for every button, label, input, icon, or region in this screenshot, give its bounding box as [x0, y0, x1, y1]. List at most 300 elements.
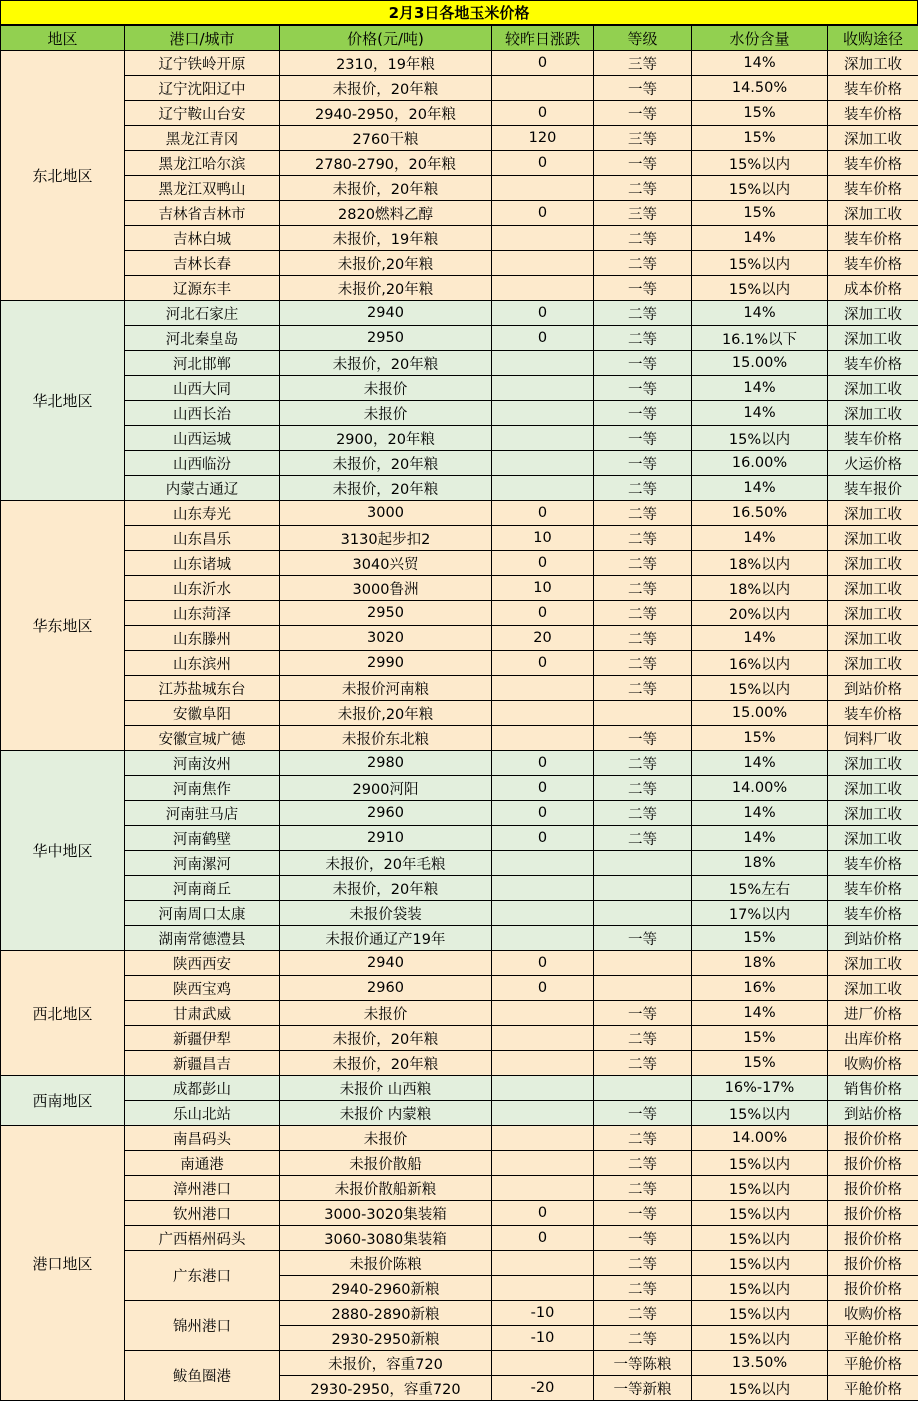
price-cell: 2820燃料乙醇	[280, 201, 492, 226]
grade-cell	[594, 901, 692, 926]
grade-cell: 三等	[594, 126, 692, 151]
table-row	[1, 1176, 918, 1201]
channel-cell: 报价价格	[828, 1276, 918, 1301]
grade-cell: 一等陈粮	[594, 1351, 692, 1376]
table-row	[1, 201, 918, 226]
change-cell	[492, 726, 594, 751]
moisture-cell: 15%以内	[692, 426, 828, 451]
grade-cell: 一等	[594, 726, 692, 751]
price-cell: 未报价，20年粮	[280, 451, 492, 476]
grade-cell: 二等	[594, 751, 692, 776]
moisture-cell: 14%	[692, 301, 828, 326]
header-region: 地区	[1, 26, 125, 51]
moisture-cell: 18%以内	[692, 551, 828, 576]
table-row	[1, 1201, 918, 1226]
channel-cell: 装车价格	[828, 226, 918, 251]
channel-cell: 装车价格	[828, 351, 918, 376]
channel-cell: 到站价格	[828, 676, 918, 701]
table-row	[1, 1026, 918, 1051]
city-cell: 内蒙古通辽	[125, 476, 280, 501]
grade-cell	[594, 951, 692, 976]
table-row	[1, 826, 918, 851]
moisture-cell: 14%	[692, 226, 828, 251]
price-cell: 未报价	[280, 401, 492, 426]
change-cell	[492, 1001, 594, 1026]
grade-cell: 二等	[594, 1301, 692, 1326]
table-row	[1, 401, 918, 426]
moisture-cell: 15%	[692, 126, 828, 151]
price-cell: 未报价，20年粮	[280, 351, 492, 376]
change-cell: 0	[492, 151, 594, 176]
table-row	[1, 526, 918, 551]
moisture-cell: 16%-17%	[692, 1076, 828, 1101]
city-cell: 山东诸城	[125, 551, 280, 576]
moisture-cell: 15%以内	[692, 251, 828, 276]
city-cell: 山东滨州	[125, 651, 280, 676]
table-row	[1, 426, 918, 451]
table-row	[1, 551, 918, 576]
moisture-cell: 15%以内	[692, 1376, 828, 1401]
price-cell: 未报价	[280, 1001, 492, 1026]
city-cell: 乐山北站	[125, 1101, 280, 1126]
price-cell: 2940	[280, 951, 492, 976]
moisture-cell: 14%	[692, 376, 828, 401]
moisture-cell: 14%	[692, 801, 828, 826]
moisture-cell: 15%	[692, 726, 828, 751]
moisture-cell: 18%	[692, 851, 828, 876]
change-cell	[492, 1076, 594, 1101]
moisture-cell: 15%左右	[692, 876, 828, 901]
city-cell: 陕西宝鸡	[125, 976, 280, 1001]
channel-cell: 进厂价格	[828, 1001, 918, 1026]
price-cell: 3000-3020集装箱	[280, 1201, 492, 1226]
price-cell: 未报价 山西粮	[280, 1076, 492, 1101]
grade-cell: 二等	[594, 251, 692, 276]
change-cell: 0	[492, 101, 594, 126]
city-cell: 河南汝州	[125, 751, 280, 776]
channel-cell: 收购价格	[828, 1301, 918, 1326]
change-cell: 0	[492, 976, 594, 1001]
grade-cell: 一等	[594, 76, 692, 101]
table-row	[1, 851, 918, 876]
moisture-cell: 14%	[692, 626, 828, 651]
channel-cell: 销售价格	[828, 1076, 918, 1101]
price-cell: 2930-2950新粮	[280, 1326, 492, 1351]
channel-cell: 深加工收	[828, 301, 918, 326]
moisture-cell: 15%以内	[692, 1226, 828, 1251]
table-row	[1, 1301, 918, 1326]
moisture-cell: 16%	[692, 976, 828, 1001]
price-cell: 未报价散船	[280, 1151, 492, 1176]
grade-cell: 一等	[594, 426, 692, 451]
change-cell	[492, 1101, 594, 1126]
moisture-cell: 15%以内	[692, 1276, 828, 1301]
channel-cell: 报价价格	[828, 1201, 918, 1226]
table-row	[1, 876, 918, 901]
city-cell: 山东菏泽	[125, 601, 280, 626]
moisture-cell: 15%以内	[692, 151, 828, 176]
city-cell: 广西梧州码头	[125, 1226, 280, 1251]
channel-cell: 装车价格	[828, 251, 918, 276]
city-cell: 山东寿光	[125, 501, 280, 526]
grade-cell: 一等新粮	[594, 1376, 692, 1401]
price-cell: 未报价东北粮	[280, 726, 492, 751]
moisture-cell: 15%	[692, 101, 828, 126]
moisture-cell: 16.50%	[692, 501, 828, 526]
grade-cell: 一等	[594, 1226, 692, 1251]
city-cell: 新疆昌吉	[125, 1051, 280, 1076]
header-moisture: 水份含量	[692, 26, 828, 51]
grade-cell: 二等	[594, 1151, 692, 1176]
channel-cell: 装车价格	[828, 901, 918, 926]
grade-cell: 一等	[594, 451, 692, 476]
price-cell: 未报价，20年粮	[280, 476, 492, 501]
change-cell: 0	[492, 751, 594, 776]
channel-cell: 装车价格	[828, 426, 918, 451]
moisture-cell: 14%	[692, 526, 828, 551]
table-row	[1, 751, 918, 776]
change-cell	[492, 76, 594, 101]
city-cell: 辽宁铁岭开原	[125, 51, 280, 76]
city-cell: 黑龙江哈尔滨	[125, 151, 280, 176]
change-cell	[492, 1276, 594, 1301]
city-cell: 河南焦作	[125, 776, 280, 801]
price-cell: 未报价，20年粮	[280, 876, 492, 901]
table-row	[1, 51, 918, 76]
price-cell: 3040兴贸	[280, 551, 492, 576]
channel-cell: 装车报价	[828, 476, 918, 501]
header-channel: 收购途径	[828, 26, 918, 51]
channel-cell: 装车价格	[828, 176, 918, 201]
change-cell: 20	[492, 626, 594, 651]
table-row	[1, 1251, 918, 1276]
table-row	[1, 1226, 918, 1251]
grade-cell: 二等	[594, 476, 692, 501]
table-row	[1, 451, 918, 476]
city-cell: 河北石家庄	[125, 301, 280, 326]
price-cell: 2940-2950，20年粮	[280, 101, 492, 126]
change-cell: -10	[492, 1301, 594, 1326]
price-cell: 未报价散船新粮	[280, 1176, 492, 1201]
change-cell: 120	[492, 126, 594, 151]
moisture-cell: 14%	[692, 476, 828, 501]
grade-cell	[594, 701, 692, 726]
price-cell: 2950	[280, 601, 492, 626]
table-row	[1, 976, 918, 1001]
change-cell	[492, 926, 594, 951]
table-row	[1, 276, 918, 301]
table-row	[1, 376, 918, 401]
price-cell: 未报价陈粮	[280, 1251, 492, 1276]
table-row	[1, 151, 918, 176]
moisture-cell: 15%	[692, 926, 828, 951]
table-row	[1, 901, 918, 926]
change-cell: 0	[492, 951, 594, 976]
grade-cell: 一等	[594, 926, 692, 951]
city-cell: 锦州港口	[125, 1301, 280, 1351]
city-cell: 辽宁沈阳辽中	[125, 76, 280, 101]
channel-cell: 出库价格	[828, 1026, 918, 1051]
channel-cell: 深加工收	[828, 601, 918, 626]
table-row	[1, 1101, 918, 1126]
grade-cell: 二等	[594, 601, 692, 626]
price-cell: 2760干粮	[280, 126, 492, 151]
grade-cell: 二等	[594, 1251, 692, 1276]
city-cell: 黑龙江青冈	[125, 126, 280, 151]
moisture-cell: 15%以内	[692, 1201, 828, 1226]
city-cell: 山东昌乐	[125, 526, 280, 551]
channel-cell: 到站价格	[828, 926, 918, 951]
grade-cell: 二等	[594, 551, 692, 576]
table-row	[1, 801, 918, 826]
price-cell: 2310，19年粮	[280, 51, 492, 76]
grade-cell: 二等	[594, 1326, 692, 1351]
moisture-cell: 15%以内	[692, 176, 828, 201]
city-cell: 甘肃武威	[125, 1001, 280, 1026]
channel-cell: 深加工收	[828, 826, 918, 851]
price-cell: 3000	[280, 501, 492, 526]
moisture-cell: 15%以内	[692, 1176, 828, 1201]
channel-cell: 火运价格	[828, 451, 918, 476]
header-grade: 等级	[594, 26, 692, 51]
moisture-cell: 15%以内	[692, 676, 828, 701]
grade-cell: 一等	[594, 101, 692, 126]
table-row	[1, 501, 918, 526]
region-cell: 华北地区	[1, 301, 125, 501]
change-cell: 0	[492, 326, 594, 351]
grade-cell: 二等	[594, 301, 692, 326]
city-cell: 河南驻马店	[125, 801, 280, 826]
change-cell: 10	[492, 526, 594, 551]
table-row	[1, 601, 918, 626]
moisture-cell: 15%	[692, 201, 828, 226]
moisture-cell: 18%	[692, 951, 828, 976]
change-cell: 0	[492, 601, 594, 626]
change-cell: 0	[492, 801, 594, 826]
change-cell	[492, 1351, 594, 1376]
table-row	[1, 1001, 918, 1026]
channel-cell: 深加工收	[828, 326, 918, 351]
price-cell: 未报价通辽产19年	[280, 926, 492, 951]
channel-cell: 报价价格	[828, 1151, 918, 1176]
moisture-cell: 14.50%	[692, 76, 828, 101]
header-row	[1, 26, 918, 51]
change-cell: 0	[492, 1226, 594, 1251]
channel-cell: 深加工收	[828, 376, 918, 401]
moisture-cell: 15.00%	[692, 351, 828, 376]
table-row	[1, 626, 918, 651]
change-cell: 0	[492, 51, 594, 76]
moisture-cell: 15%以内	[692, 1326, 828, 1351]
channel-cell: 深加工收	[828, 801, 918, 826]
region-cell: 港口地区	[1, 1126, 125, 1401]
channel-cell: 装车价格	[828, 876, 918, 901]
change-cell	[492, 1176, 594, 1201]
change-cell	[492, 476, 594, 501]
moisture-cell: 14%	[692, 1001, 828, 1026]
grade-cell: 一等	[594, 401, 692, 426]
city-cell: 钦州港口	[125, 1201, 280, 1226]
moisture-cell: 20%以内	[692, 601, 828, 626]
grade-cell: 二等	[594, 801, 692, 826]
channel-cell: 深加工收	[828, 201, 918, 226]
grade-cell: 二等	[594, 1051, 692, 1076]
channel-cell: 深加工收	[828, 976, 918, 1001]
price-cell: 未报价 内蒙粮	[280, 1101, 492, 1126]
grade-cell: 二等	[594, 501, 692, 526]
moisture-cell: 15%以内	[692, 1301, 828, 1326]
grade-cell: 二等	[594, 651, 692, 676]
moisture-cell: 14.00%	[692, 1126, 828, 1151]
channel-cell: 装车价格	[828, 851, 918, 876]
grade-cell: 一等	[594, 376, 692, 401]
price-cell: 2900河阳	[280, 776, 492, 801]
price-cell: 2900，20年粮	[280, 426, 492, 451]
change-cell	[492, 1251, 594, 1276]
city-cell: 河南周口太康	[125, 901, 280, 926]
city-cell: 河南商丘	[125, 876, 280, 901]
moisture-cell: 14.00%	[692, 776, 828, 801]
channel-cell: 深加工收	[828, 526, 918, 551]
price-cell: 3020	[280, 626, 492, 651]
moisture-cell: 15%以内	[692, 1101, 828, 1126]
change-cell	[492, 451, 594, 476]
channel-cell: 报价价格	[828, 1251, 918, 1276]
sheet-title: 2月3日各地玉米价格	[0, 0, 918, 25]
channel-cell: 深加工收	[828, 551, 918, 576]
grade-cell: 一等	[594, 1001, 692, 1026]
grade-cell: 一等	[594, 1101, 692, 1126]
grade-cell: 二等	[594, 1126, 692, 1151]
channel-cell: 到站价格	[828, 1101, 918, 1126]
grade-cell: 二等	[594, 576, 692, 601]
table-row	[1, 76, 918, 101]
channel-cell: 装车价格	[828, 101, 918, 126]
price-cell: 未报价，19年粮	[280, 226, 492, 251]
grade-cell: 三等	[594, 51, 692, 76]
price-cell: 2910	[280, 826, 492, 851]
channel-cell: 装车价格	[828, 151, 918, 176]
price-cell: 2990	[280, 651, 492, 676]
grade-cell: 二等	[594, 1276, 692, 1301]
change-cell	[492, 251, 594, 276]
city-cell: 吉林白城	[125, 226, 280, 251]
table-row	[1, 351, 918, 376]
channel-cell: 深加工收	[828, 651, 918, 676]
city-cell: 黑龙江双鸭山	[125, 176, 280, 201]
price-cell: 未报价,20年粮	[280, 701, 492, 726]
change-cell	[492, 1126, 594, 1151]
price-cell: 未报价，20年粮	[280, 76, 492, 101]
moisture-cell: 16.1%以下	[692, 326, 828, 351]
table-row	[1, 726, 918, 751]
channel-cell: 深加工收	[828, 776, 918, 801]
city-cell: 吉林长春	[125, 251, 280, 276]
moisture-cell: 15%	[692, 1026, 828, 1051]
city-cell: 江苏盐城东台	[125, 676, 280, 701]
price-cell: 未报价，容重720	[280, 1351, 492, 1376]
grade-cell: 一等	[594, 351, 692, 376]
channel-cell: 深加工收	[828, 951, 918, 976]
city-cell: 吉林省吉林市	[125, 201, 280, 226]
table-row	[1, 576, 918, 601]
city-cell: 安徽阜阳	[125, 701, 280, 726]
price-cell: 未报价,20年粮	[280, 276, 492, 301]
table-row	[1, 126, 918, 151]
grade-cell: 二等	[594, 1026, 692, 1051]
table-row	[1, 1051, 918, 1076]
moisture-cell: 14%	[692, 751, 828, 776]
region-cell: 东北地区	[1, 51, 125, 301]
table-row	[1, 701, 918, 726]
moisture-cell: 18%以内	[692, 576, 828, 601]
change-cell	[492, 226, 594, 251]
price-cell: 未报价,20年粮	[280, 251, 492, 276]
price-cell: 未报价袋装	[280, 901, 492, 926]
price-cell: 2950	[280, 326, 492, 351]
change-cell	[492, 276, 594, 301]
moisture-cell: 16.00%	[692, 451, 828, 476]
city-cell: 陕西西安	[125, 951, 280, 976]
city-cell: 山东沂水	[125, 576, 280, 601]
channel-cell: 深加工收	[828, 401, 918, 426]
price-cell: 未报价	[280, 376, 492, 401]
change-cell: 10	[492, 576, 594, 601]
channel-cell: 成本价格	[828, 276, 918, 301]
price-cell: 未报价，20年粮	[280, 176, 492, 201]
price-cell: 3060-3080集装箱	[280, 1226, 492, 1251]
city-cell: 广东港口	[125, 1251, 280, 1301]
price-cell: 未报价，20年毛粮	[280, 851, 492, 876]
price-cell: 2780-2790，20年粮	[280, 151, 492, 176]
change-cell: -10	[492, 1326, 594, 1351]
city-cell: 河北秦皇岛	[125, 326, 280, 351]
channel-cell: 深加工收	[828, 626, 918, 651]
grade-cell: 二等	[594, 1176, 692, 1201]
region-cell: 华中地区	[1, 751, 125, 951]
moisture-cell: 17%以内	[692, 901, 828, 926]
grade-cell: 二等	[594, 226, 692, 251]
grade-cell	[594, 976, 692, 1001]
city-cell: 河北邯郸	[125, 351, 280, 376]
table-row	[1, 926, 918, 951]
moisture-cell: 13.50%	[692, 1351, 828, 1376]
price-table	[0, 25, 918, 1401]
table-row	[1, 301, 918, 326]
region-cell: 华东地区	[1, 501, 125, 751]
channel-cell: 平舱价格	[828, 1326, 918, 1351]
moisture-cell: 15%以内	[692, 276, 828, 301]
city-cell: 山西运城	[125, 426, 280, 451]
price-cell: 2880-2890新粮	[280, 1301, 492, 1326]
city-cell: 南通港	[125, 1151, 280, 1176]
region-cell: 西南地区	[1, 1076, 125, 1126]
channel-cell: 报价价格	[828, 1226, 918, 1251]
price-cell: 2940	[280, 301, 492, 326]
change-cell: 0	[492, 776, 594, 801]
grade-cell: 二等	[594, 176, 692, 201]
change-cell: -20	[492, 1376, 594, 1401]
channel-cell: 深加工收	[828, 126, 918, 151]
table-row	[1, 476, 918, 501]
grade-cell: 一等	[594, 276, 692, 301]
table-row	[1, 176, 918, 201]
moisture-cell: 15%以内	[692, 1251, 828, 1276]
header-city: 港口/城市	[125, 26, 280, 51]
city-cell: 山西大同	[125, 376, 280, 401]
grade-cell: 三等	[594, 201, 692, 226]
price-cell: 未报价	[280, 1126, 492, 1151]
